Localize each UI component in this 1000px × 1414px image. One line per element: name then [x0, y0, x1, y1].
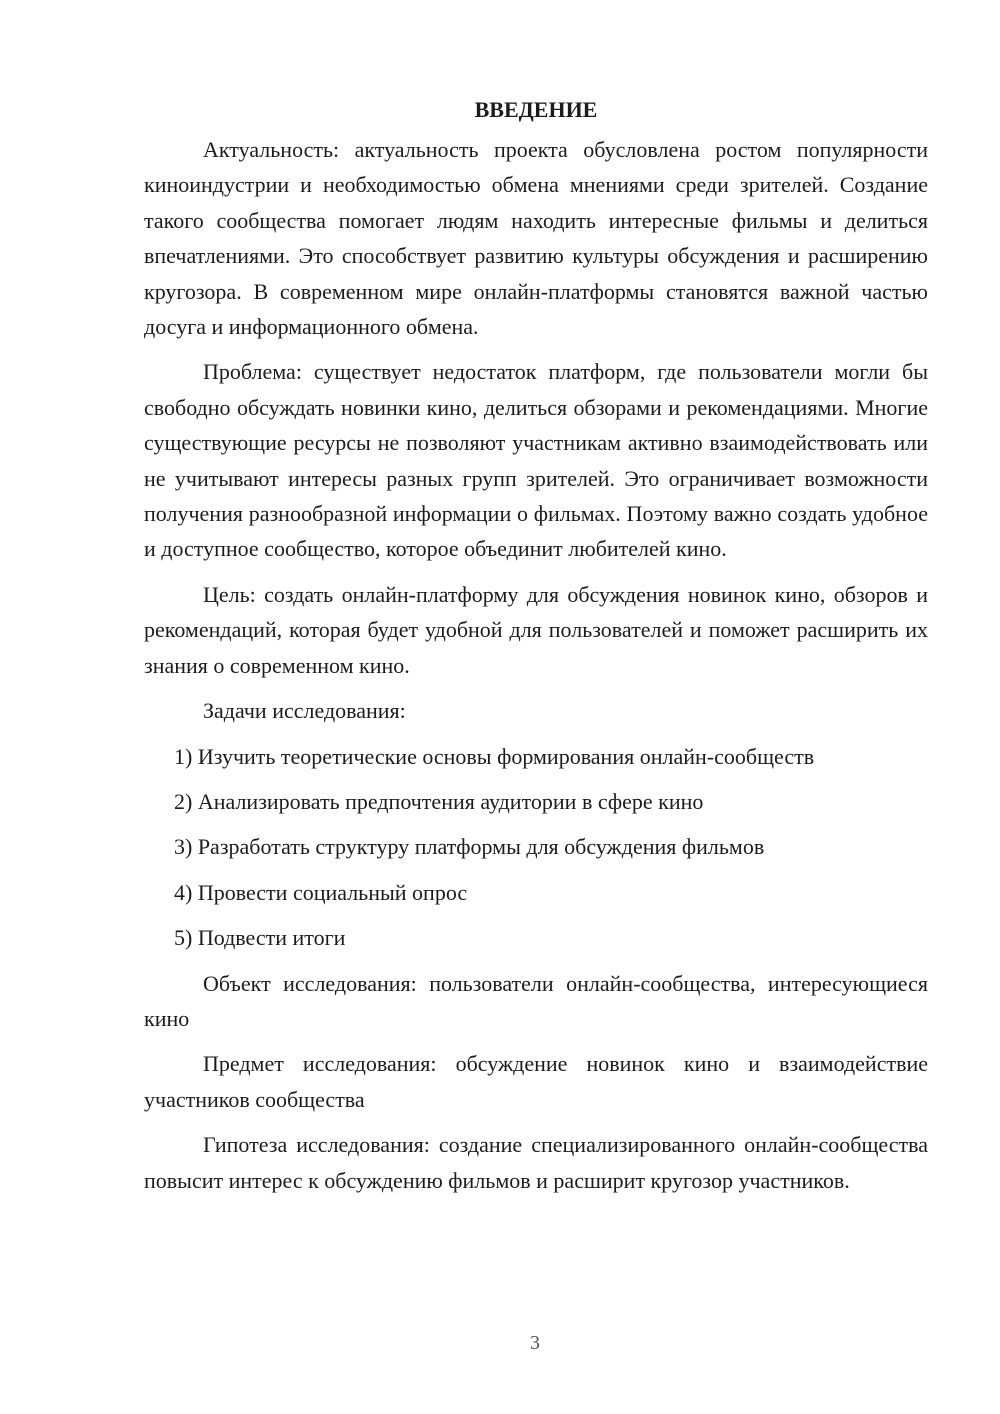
- task-item: 1) Изучить теоретические основы формирования онлайн-сообществ: [174, 743, 815, 769]
- task-list: [144, 739, 928, 956]
- task-item: 4) Провести социальный опрос: [174, 879, 468, 905]
- task-item: 5) Подвести итоги: [174, 925, 346, 951]
- paragraph-goal: Цель: создать онлайн-платформу для обсуждения новинок кино, обзоров и рекомендаций, которая будет удобной для пользователей и поможет расширить их знания о современном кино.: [144, 581, 928, 678]
- paragraph-object: Объект исследования: пользователи онлайн-сообщества, интересующиеся кино: [144, 970, 928, 1031]
- task-item: 2) Анализировать предпочтения аудитории в сфере кино: [174, 788, 704, 814]
- paragraph-hypothesis: Гипотеза исследования: создание специализированного онлайн-сообщества повысит интерес к обсуждению фильмов и расширит кругозор участников.: [144, 1132, 928, 1193]
- paragraph-subject: Предмет исследования: обсуждение новинок кино и взаимодействие участников сообщества: [144, 1051, 928, 1112]
- page-number: 3: [530, 1332, 540, 1354]
- page-title: ВВЕДЕНИЕ: [474, 97, 598, 122]
- paragraph-problem: Проблема: существует недостаток платформ, где пользователи могли бы свободно обсуждать новинки кино, делиться обзорами и рекомендациями. Многие существующие ресурсы не позволяют участникам активно взаимодействовать или не учитывают интересы разных групп зрителей. Это ограничивает возможности получения разнообразной информации о фильмах. Поэтому важно создать удобное и доступное сообщество, которое объединит любителей кино.: [144, 359, 928, 562]
- paragraph-relevance: Актуальность: актуальность проекта обусловлена ростом популярности киноиндустрии и необходимостью обмена мнениями среди зрителей. Создание такого сообщества помогает людям находить интересные фильмы и делиться впечатлениями. Это способствует развитию культуры обсуждения и расширению кругозора. В современном мире онлайн-платформы становятся важной частью досуга и информационного обмена.: [144, 137, 928, 340]
- task-item: 3) Разработать структуру платформы для обсуждения фильмов: [174, 834, 765, 860]
- document-page: [144, 92, 928, 1208]
- tasks-heading: Задачи исследования:: [203, 698, 406, 724]
